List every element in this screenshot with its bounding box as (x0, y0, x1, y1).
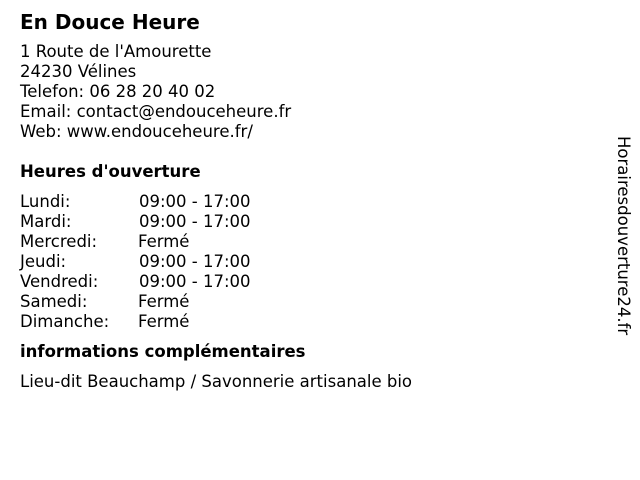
hours-day-monday: Lundi: (20, 192, 71, 211)
web-line: Web: www.endouceheure.fr/ (20, 122, 253, 141)
hours-day-tuesday: Mardi: (20, 212, 72, 231)
hours-value-tuesday: 09:00 - 17:00 (139, 212, 251, 231)
info-text: Lieu-dit Beauchamp / Savonnerie artisanale bio (20, 372, 413, 391)
side-credit: Horairesdouverture24.fr (614, 136, 633, 336)
business-name: En Douce Heure (20, 10, 200, 34)
hours-row-sunday (20, 312, 590, 332)
address-line-1: 1 Route de l'Amourette (20, 42, 212, 61)
hours-row-wednesday (20, 232, 590, 252)
hours-value-thursday: 09:00 - 17:00 (139, 252, 251, 271)
hours-day-friday: Vendredi: (20, 272, 99, 291)
hours-row-saturday (20, 292, 590, 312)
hours-row-tuesday (20, 212, 590, 232)
address-line-2: 24230 Vélines (20, 62, 137, 81)
hours-day-sunday: Dimanche: (20, 312, 110, 331)
phone-line: Telefon: 06 28 20 40 02 (20, 82, 216, 101)
hours-value-sunday: Fermé (138, 312, 190, 331)
hours-day-wednesday: Mercredi: (20, 232, 98, 251)
hours-title: Heures d'ouverture (20, 162, 201, 181)
hours-value-monday: 09:00 - 17:00 (139, 192, 251, 211)
email-line: Email: contact@endouceheure.fr (20, 102, 292, 121)
business-card (20, 10, 590, 392)
hours-day-thursday: Jeudi: (20, 252, 67, 271)
hours-list (20, 192, 590, 332)
hours-day-saturday: Samedi: (20, 292, 88, 311)
hours-value-friday: 09:00 - 17:00 (139, 272, 251, 291)
hours-row-monday (20, 192, 590, 212)
info-title: informations complémentaires (20, 342, 306, 361)
hours-row-thursday (20, 252, 590, 272)
hours-row-friday (20, 272, 590, 292)
hours-value-wednesday: Fermé (138, 232, 190, 251)
hours-value-saturday: Fermé (138, 292, 190, 311)
